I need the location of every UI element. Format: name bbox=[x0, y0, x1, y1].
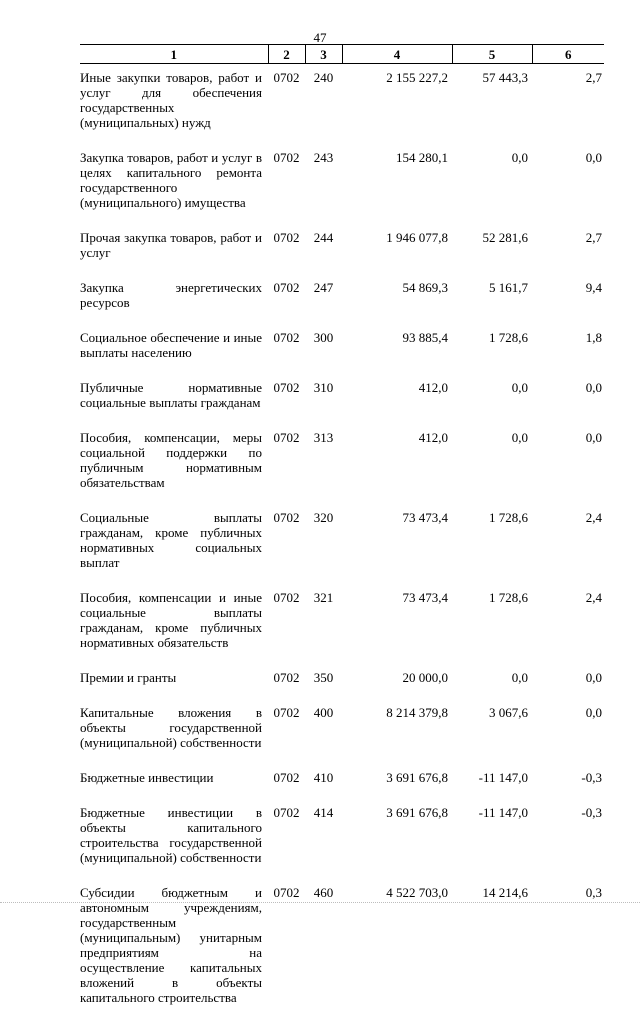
row-name: Бюджетные инвестиции в объекты капитального строительства государственной (муниципальной) собственности bbox=[80, 805, 262, 865]
row-value-6: 0,0 bbox=[585, 380, 602, 395]
row-section-code: 0702 bbox=[273, 510, 300, 525]
row-value-5: 57 443,3 bbox=[482, 70, 528, 85]
row-name: Капитальные вложения в объекты государственной (муниципальной) собственности bbox=[80, 705, 262, 750]
table-row bbox=[80, 370, 604, 420]
row-name: Закупка товаров, работ и услуг в целях капитального ремонта государственного (муниципального) имущества bbox=[80, 150, 262, 210]
row-name: Бюджетные инвестиции bbox=[80, 770, 214, 785]
row-expense-code: 243 bbox=[313, 150, 334, 165]
row-expense-code: 300 bbox=[313, 330, 334, 345]
row-expense-code: 240 bbox=[313, 70, 334, 85]
table-row bbox=[80, 320, 604, 370]
row-value-4: 4 522 703,0 bbox=[386, 885, 448, 900]
row-value-5: 0,0 bbox=[511, 670, 528, 685]
row-value-4: 3 691 676,8 bbox=[386, 770, 448, 785]
row-name: Иные закупки товаров, работ и услуг для обеспечения государственных (муниципальных) нужд bbox=[80, 70, 262, 130]
table-row bbox=[80, 795, 604, 875]
table-row bbox=[80, 500, 604, 580]
row-section-code: 0702 bbox=[273, 230, 300, 245]
row-value-5: -11 147,0 bbox=[478, 805, 528, 820]
row-name: Премии и гранты bbox=[80, 670, 177, 685]
column-header-3: 3 bbox=[305, 45, 342, 64]
row-name: Социальное обеспечение и иные выплаты населению bbox=[80, 330, 262, 360]
row-value-6: 2,4 bbox=[585, 590, 602, 605]
row-section-code: 0702 bbox=[273, 150, 300, 165]
row-value-6: 0,0 bbox=[585, 670, 602, 685]
row-name: Социальные выплаты гражданам, кроме публичных нормативных социальных выплат bbox=[80, 510, 262, 570]
table-row bbox=[80, 760, 604, 795]
row-value-6: 0,0 bbox=[585, 430, 602, 445]
table-row bbox=[80, 140, 604, 220]
row-value-6: 0,3 bbox=[585, 885, 602, 900]
row-value-6: -0,3 bbox=[581, 770, 602, 785]
row-section-code: 0702 bbox=[273, 280, 300, 295]
column-header-4: 4 bbox=[342, 45, 452, 64]
row-value-6: 0,0 bbox=[585, 150, 602, 165]
table-row bbox=[80, 875, 604, 1015]
row-value-5: 0,0 bbox=[511, 150, 528, 165]
row-name: Субсидии бюджетным и автономным учреждениям, государственным (муниципальным) унитарным предприятиям на осуществление капитальных вложений в объекты капитального строительства bbox=[80, 885, 262, 1005]
column-header-1: 1 bbox=[80, 45, 268, 64]
row-section-code: 0702 bbox=[273, 430, 300, 445]
table-row bbox=[80, 660, 604, 695]
row-section-code: 0702 bbox=[273, 330, 300, 345]
row-value-6: 9,4 bbox=[585, 280, 602, 295]
row-expense-code: 400 bbox=[313, 705, 334, 720]
row-value-5: 3 067,6 bbox=[489, 705, 528, 720]
row-value-4: 8 214 379,8 bbox=[386, 705, 448, 720]
row-value-5: 0,0 bbox=[511, 430, 528, 445]
row-value-4: 412,0 bbox=[418, 380, 448, 395]
row-value-4: 3 691 676,8 bbox=[386, 805, 448, 820]
row-expense-code: 313 bbox=[313, 430, 334, 445]
table-row bbox=[80, 270, 604, 320]
row-expense-code: 320 bbox=[313, 510, 334, 525]
row-value-6: -0,3 bbox=[581, 805, 602, 820]
row-expense-code: 244 bbox=[313, 230, 334, 245]
row-expense-code: 414 bbox=[313, 805, 334, 820]
row-section-code: 0702 bbox=[273, 805, 300, 820]
table-row bbox=[80, 420, 604, 500]
row-value-4: 93 885,4 bbox=[402, 330, 448, 345]
column-header-2: 2 bbox=[268, 45, 305, 64]
row-value-4: 154 280,1 bbox=[396, 150, 448, 165]
row-value-6: 1,8 bbox=[585, 330, 602, 345]
table-row bbox=[80, 580, 604, 660]
row-value-5: 14 214,6 bbox=[482, 885, 528, 900]
row-value-5: 1 728,6 bbox=[489, 330, 528, 345]
row-value-5: 0,0 bbox=[511, 380, 528, 395]
row-value-6: 2,4 bbox=[585, 510, 602, 525]
row-name: Пособия, компенсации и иные социальные выплаты гражданам, кроме публичных нормативных обязательств bbox=[80, 590, 262, 650]
row-value-6: 0,0 bbox=[585, 705, 602, 720]
row-expense-code: 410 bbox=[313, 770, 334, 785]
row-name: Закупка энергетических ресурсов bbox=[80, 280, 262, 310]
page-number: 47 bbox=[313, 30, 327, 45]
row-value-5: 5 161,7 bbox=[489, 280, 528, 295]
row-value-5: 52 281,6 bbox=[482, 230, 528, 245]
row-value-4: 20 000,0 bbox=[402, 670, 448, 685]
row-value-4: 73 473,4 bbox=[402, 510, 448, 525]
row-value-5: 1 728,6 bbox=[489, 590, 528, 605]
row-value-6: 2,7 bbox=[585, 70, 602, 85]
row-section-code: 0702 bbox=[273, 670, 300, 685]
row-section-code: 0702 bbox=[273, 380, 300, 395]
row-value-4: 2 155 227,2 bbox=[386, 70, 448, 85]
row-value-4: 1 946 077,8 bbox=[386, 230, 448, 245]
row-expense-code: 310 bbox=[313, 380, 334, 395]
table-row bbox=[80, 695, 604, 760]
row-name: Прочая закупка товаров, работ и услуг bbox=[80, 230, 262, 260]
row-section-code: 0702 bbox=[273, 590, 300, 605]
table-header-row bbox=[80, 45, 604, 64]
row-value-5: -11 147,0 bbox=[478, 770, 528, 785]
table-row bbox=[80, 220, 604, 270]
column-header-5: 5 bbox=[452, 45, 532, 64]
row-expense-code: 321 bbox=[313, 590, 334, 605]
row-value-4: 73 473,4 bbox=[402, 590, 448, 605]
row-value-4: 412,0 bbox=[418, 430, 448, 445]
row-value-5: 1 728,6 bbox=[489, 510, 528, 525]
column-header-6: 6 bbox=[532, 45, 604, 64]
table-row bbox=[80, 64, 604, 141]
row-value-4: 54 869,3 bbox=[402, 280, 448, 295]
row-section-code: 0702 bbox=[273, 770, 300, 785]
row-section-code: 0702 bbox=[273, 885, 300, 900]
row-expense-code: 350 bbox=[313, 670, 334, 685]
row-name: Публичные нормативные социальные выплаты гражданам bbox=[80, 380, 262, 410]
row-value-6: 2,7 bbox=[585, 230, 602, 245]
row-section-code: 0702 bbox=[273, 70, 300, 85]
budget-table bbox=[80, 44, 604, 1015]
row-expense-code: 460 bbox=[313, 885, 334, 900]
row-section-code: 0702 bbox=[273, 705, 300, 720]
row-expense-code: 247 bbox=[313, 280, 334, 295]
row-name: Пособия, компенсации, меры социальной поддержки по публичным нормативным обязательствам bbox=[80, 430, 262, 490]
bottom-scan-line bbox=[0, 902, 640, 903]
